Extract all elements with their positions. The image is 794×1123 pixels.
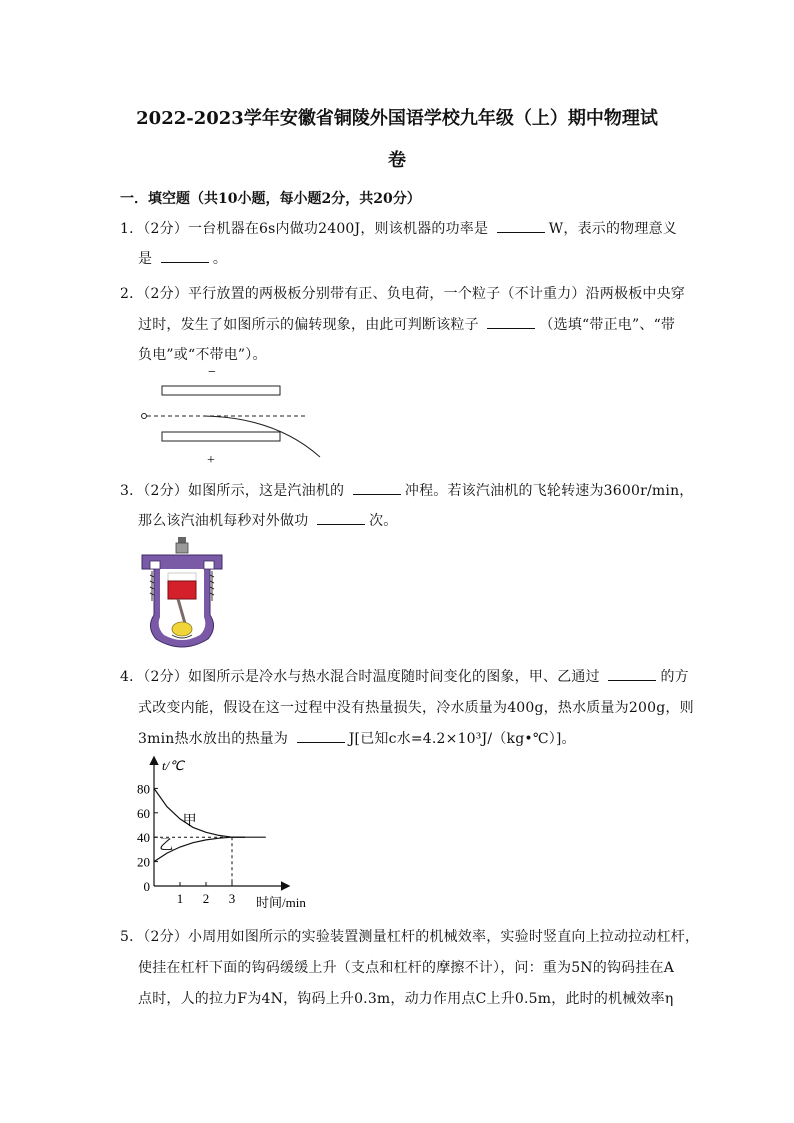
x-tick-label: 3 (228, 891, 236, 906)
negative-plate (162, 386, 280, 395)
particle-origin (142, 414, 147, 419)
q1-text-d: 。 (212, 251, 228, 267)
positive-plate (162, 432, 280, 441)
page-title-line2: 卷 (388, 150, 406, 171)
q3-line1 (120, 480, 693, 500)
intake-valve-spring (150, 571, 154, 601)
q2-line3: 负电”或“不带电”）。 (138, 347, 267, 363)
q4-blank-1[interactable] (608, 668, 656, 681)
q2-text-b: （选填“带正电”、“带 (539, 317, 676, 333)
q2-text-a: 过时，发生了如图所示的偏转现象，由此可判断该粒子 (138, 317, 484, 333)
q4-line3 (138, 728, 576, 748)
y-axis-label: t/℃ (162, 758, 184, 773)
q5-line2: 使挂在杠杆下面的钩码缓缓上升（支点和杠杆的摩擦不计），问：重为5N的钩码挂在A (138, 960, 675, 976)
engine-diagram (138, 535, 228, 650)
y-tick-label: 20 (137, 854, 150, 870)
q1-text-a: 1．（2分）一台机器在6s内做功2400J，则该机器的功率是 (120, 221, 493, 237)
q2-line1: 2．（2分）平行放置的两极板分别带有正、负电荷，一个粒子（不计重力）沿两极板中央穿 (120, 286, 686, 302)
exhaust-valve-spring (210, 571, 214, 601)
q4-text-b: 的方 (660, 669, 689, 685)
q5-line3: 点时，人的拉力F为4N，钩码上升0.3m，动力作用点C上升0.5m，此时的机械效率η (138, 991, 674, 1007)
temperature-chart (130, 752, 310, 912)
q3-line2 (138, 510, 397, 530)
series-line-1 (154, 788, 245, 837)
q2-line2 (138, 314, 675, 334)
q3-blank-2[interactable] (317, 512, 365, 525)
series-label-2: 乙 (159, 838, 174, 854)
piston (168, 581, 196, 599)
q1-blank-1[interactable] (497, 220, 545, 233)
q3-text-a: 3．（2分）如图所示，这是汽油机的 (120, 483, 349, 499)
q1-blank-2[interactable] (161, 250, 209, 263)
crankshaft (172, 622, 192, 636)
minus-sign: − (208, 365, 216, 380)
q4-blank-2[interactable] (297, 730, 345, 743)
q3-blank-1[interactable] (353, 482, 401, 495)
q1-line2 (138, 248, 227, 268)
q1-line1 (120, 218, 677, 238)
q4-text-d: J[已知c水=4.2×10³J/（kg•℃）]。 (348, 731, 576, 747)
y-tick-label: 80 (137, 781, 150, 797)
q4-line1 (120, 666, 689, 686)
q4-text-c: 3min热水放出的热量为 (138, 731, 293, 747)
spark-plug (176, 543, 188, 553)
spark-plug-tip (178, 537, 186, 543)
q1-text-c: 是 (138, 251, 157, 267)
q4-text-a: 4．（2分）如图所示是冷水与热水混合时温度随时间变化的图象，甲、乙通过 (120, 669, 605, 685)
q3-text-b: 冲程。若该汽油机的飞轮转速为3600r/min， (404, 483, 694, 499)
q2-deflection-figure (135, 362, 335, 467)
q2-blank[interactable] (487, 316, 535, 329)
series-label-1: 甲 (182, 814, 197, 829)
x-tick-label: 2 (202, 891, 210, 906)
y-tick-label: 0 (143, 879, 150, 894)
q3-text-d: 次。 (369, 513, 398, 529)
combustion-chamber (168, 573, 196, 581)
series-layer (154, 788, 245, 861)
exhaust-port (204, 561, 214, 569)
intake-port (150, 561, 160, 569)
section-heading: 一．填空题（共10小题，每小题2分，共20分） (120, 191, 421, 207)
y-tick-label: 60 (137, 805, 150, 821)
q5-line1: 5．（2分）小周用如图所示的实验装置测量杠杆的机械效率，实验时竖直向上拉动拉动杠杆， (120, 929, 700, 945)
x-tick-label: 1 (176, 891, 184, 906)
y-ticks (137, 781, 158, 894)
y-tick-label: 40 (137, 830, 150, 846)
x-axis-label: 时间/min (256, 895, 306, 910)
q3-text-c: 那么该汽油机每秒对外做功 (138, 513, 314, 529)
q1-text-b: W，表示的物理意义 (548, 221, 677, 237)
q4-line2: 式改变内能，假设在这一过程中没有热量损失，冷水质量为400g，热水质量为200g，则 (138, 700, 694, 716)
page-title-line1: 2022-2023学年安徽省铜陵外国语学校九年级（上）期中物理试 (136, 108, 658, 129)
plus-sign: + (207, 453, 215, 468)
